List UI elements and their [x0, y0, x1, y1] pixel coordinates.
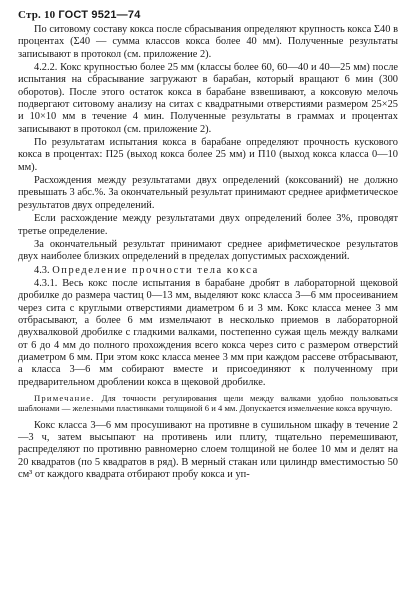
section-title: Определение прочности тела кокса — [52, 264, 259, 276]
paragraph-drying: Кокс класса 3—6 мм просушивают на противне в сушильном шкафу в течение 2—3 ч, затем высыпают на противень или плиту, тщательно перемешивают, распределяют по противню равномерно слоем толщиной не более 10 мм и делят на 20 квадратов (по 5 квадратов в ряд). В мерный стакан или цилиндр вместимостью 50 см³ от каждого квадрата отбирают пробу кокса и уп- — [18, 419, 398, 481]
paragraph-third-determination: Если расхождение между результатами двух определений более 3%, проводят третье определение. — [18, 213, 398, 237]
note-label: Примечание. — [34, 392, 95, 403]
note-text: Для точности регулирования щели между валками удобно пользоваться шаблонами — железными пластинками толщиной 6 и 4 мм. Допускается измельчение кокса вручную. — [18, 392, 398, 414]
paragraph-4-3-1: 4.3.1. Весь кокс после испытания в барабане дробят в лабораторной щековой дробилке до размера частиц 0—13 мм, выделяют кокс класса 3—6 мм просеиванием через сита с круглыми отверстиями диаметром 6 и 3 мм. Кокс класса менее 3 мм отбрасывают, а более 6 мм измельчают в несколько приемов в лабораторной двухвалковой дробилке с гладкими валками, постепенно сужая щель между валками от 6 до 4 мм до полного прохождения всего кокса через сито с размером отверстий диаметром 6 мм. При этом кокс класса менее 3 мм при каждом рассеве отбрасывают, а класса 3—6 мм собирают вместе и присоединяют к полученному при предварительном дроблении кокса в щековой дробилке. — [18, 277, 398, 388]
standard-id: ГОСТ 9521—74 — [58, 9, 141, 21]
paragraph-drum-results: По результатам испытания кокса в барабане определяют прочность кускового кокса в процентах: П25 (выход кокса более 25 мм) и П10 (выход кокса класса 0—10 мм). — [18, 137, 398, 173]
paragraph-final-result: За окончательный результат принимают среднее арифметическое результатов двух наиболее близких определений в пределах допустимых расхождений. — [18, 238, 398, 263]
paragraph-sieve-composition: По ситовому составу кокса после сбрасывания определяют крупность кокса Σ40 в процентах (Σ40 — сумма классов кокса более 40 мм). Полученные результаты записывают в протокол (см. приложение 2). — [18, 24, 398, 60]
paragraph-discrepancy: Расхождения между результатами двух определений (коксований) не должно превышать 3 абс.%. За окончательный результат принимают среднее арифметическое результатов двух определений. — [18, 175, 398, 211]
page-number: Стр. 10 — [18, 9, 59, 21]
section-number: 4.3. — [34, 264, 53, 276]
section-heading-4-3 — [18, 265, 398, 277]
note — [18, 393, 398, 414]
paragraph-4-2-2: 4.2.2. Кокс крупностью более 25 мм (классы более 60, 60—40 и 40—25 мм) после испытания на сбрасывание загружают в барабан, который вращают 6 мин (300 оборотов). После этого остаток кокса в барабане взвешивают, а коксовую мелочь подвергают ситовому анализу на ситах с квадратными отверстиями размером 25×25 и 10×10 мм в течение 4 мин. Полученные результаты в граммах и процентах записывают в протокол (см. приложение 2). — [18, 62, 398, 135]
page-header — [18, 6, 398, 24]
